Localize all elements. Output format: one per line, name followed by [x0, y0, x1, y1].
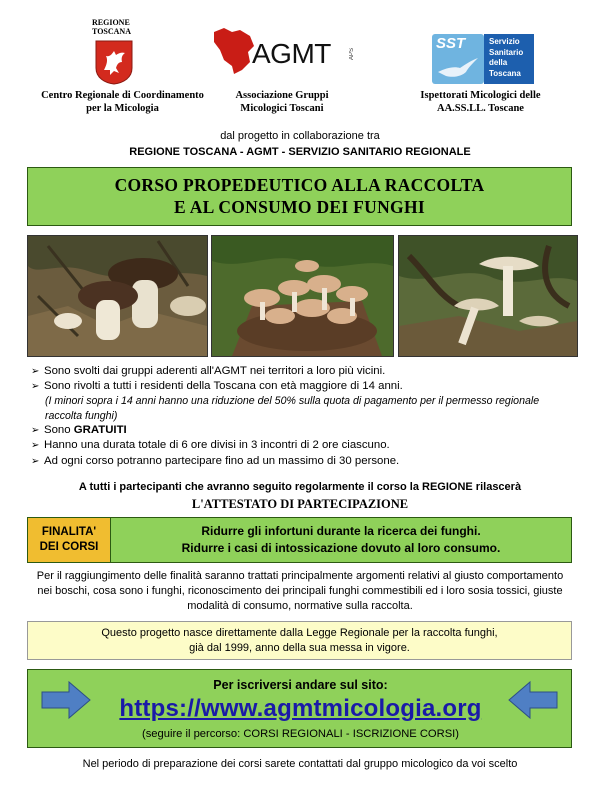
arrow-bullet-icon: ➢ [31, 381, 40, 393]
collaboration-partners: REGIONE TOSCANA - AGMT - SERVIZIO SANITARIO REGIONALE [129, 146, 471, 158]
agmt-website-link[interactable]: https://www.agmtmicologia.org [119, 695, 482, 722]
arrow-bullet-icon: ➢ [31, 366, 40, 377]
agmt-caption: Associazione Gruppi Micologici Toscani [235, 90, 329, 114]
info-bullets [31, 364, 576, 469]
footer-note: Nel periodo di preparazione dei corsi sarete contattati dal gruppo micologico da voi scelto [82, 758, 518, 770]
regione-toscana-logo-text: REGIONE TOSCANA [92, 18, 131, 36]
registration-label: Per iscriversi andare sul sito: [213, 678, 388, 692]
pegasus-shield-icon [95, 40, 133, 85]
bullet-item: ➢ Ad ogni corso potranno partecipare fino ad un massimo di 30 persone. [31, 454, 576, 469]
arrow-bullet-icon: ➢ [31, 425, 40, 437]
mushroom-photo-cluster [211, 235, 394, 357]
swallow-bird-icon [436, 54, 480, 80]
attestato-title: L'ATTESTATO DI PARTECIPAZIONE [191, 497, 409, 511]
attestato-intro: A tutti i partecipanti che avranno seguito regolarmente il corso la REGIONE rilascerà [78, 481, 522, 493]
regione-toscana-logo [92, 18, 152, 88]
tuscany-map-icon [210, 26, 258, 76]
registration-path: (seguire il percorso: CORSI REGIONALI - ISCRIZIONE CORSI) [141, 728, 460, 740]
agmt-logo-text: AGMT [252, 38, 331, 69]
registration-box [27, 669, 572, 748]
minors-note: (I minori sopra i 14 anni hanno una riduzione del 50% sulla quota di pagamento per il permesso regionale raccolta funghi) [45, 395, 540, 422]
sst-logo-letters: SST [436, 35, 466, 52]
mushroom-photo-clitocybe-image [399, 236, 577, 356]
gratuiti-label: GRATUITI [73, 424, 127, 437]
finalita-text: Ridurre gli infortuni durante la ricerca dei funghi. Ridurre i casi di intossicazione dovuto al loro consumo. [111, 518, 571, 562]
mushroom-photo-boletus [27, 235, 208, 357]
topics-paragraph: Per il raggiungimento delle finalità saranno trattati principalmente argomenti relativi al giusto comportamento nei boschi, cosa sono i funghi, riconoscimento dei principali funghi commestibili ed i loro sosia tossici, giuste modalità di consumo, normative sulla raccolta. [36, 570, 564, 612]
finalita-box [27, 517, 572, 563]
agmt-logo [210, 22, 360, 82]
arrow-bullet-icon: ➢ [31, 455, 40, 467]
collaboration-intro: dal progetto in collaborazione tra [220, 130, 380, 142]
finalita-label: FINALITA' DEI CORSI [28, 518, 111, 562]
agmt-aps-label: APS [349, 48, 355, 61]
bullet-item: ➢ Sono rivolti a tutti i residenti della Toscana con età maggiore di 14 anni. [31, 379, 576, 394]
legge-regionale-box: Questo progetto nasce direttamente dalla Legge Regionale per la raccolta funghi, già dal 1999, anno della sua messa in vigore. [27, 621, 572, 660]
regione-caption: Centro Regionale di Coordinamento per la Micologia [41, 90, 204, 114]
mushroom-photo-boletus-image [28, 236, 207, 356]
sst-logo-graphic [432, 34, 484, 84]
course-title-line2: E AL CONSUMO DEI FUNGHI [174, 197, 425, 217]
sst-logo [432, 34, 536, 84]
arrow-bullet-icon: ➢ [31, 440, 40, 452]
bullet-item: ➢ Hanno una durata totale di 6 ore divisi in 3 incontri di 2 ore ciascuno. [31, 438, 576, 453]
sst-logo-textbox: Servizio Sanitario della Toscana [484, 34, 534, 84]
bullet-item: ➢ Sono GRATUITI [31, 423, 576, 438]
bullet-item: ➢ Sono svolti dai gruppi aderenti all'AGMT nei territori a loro più vicini. [31, 364, 576, 379]
mushroom-photo-cluster-image [212, 236, 393, 356]
mushroom-photo-clitocybe [398, 235, 578, 357]
course-title-box [27, 167, 572, 226]
sst-caption: Ispettorati Micologici delle AA.SS.LL. Toscane [420, 90, 541, 114]
course-title-line1: CORSO PROPEDEUTICO ALLA RACCOLTA [114, 175, 485, 195]
